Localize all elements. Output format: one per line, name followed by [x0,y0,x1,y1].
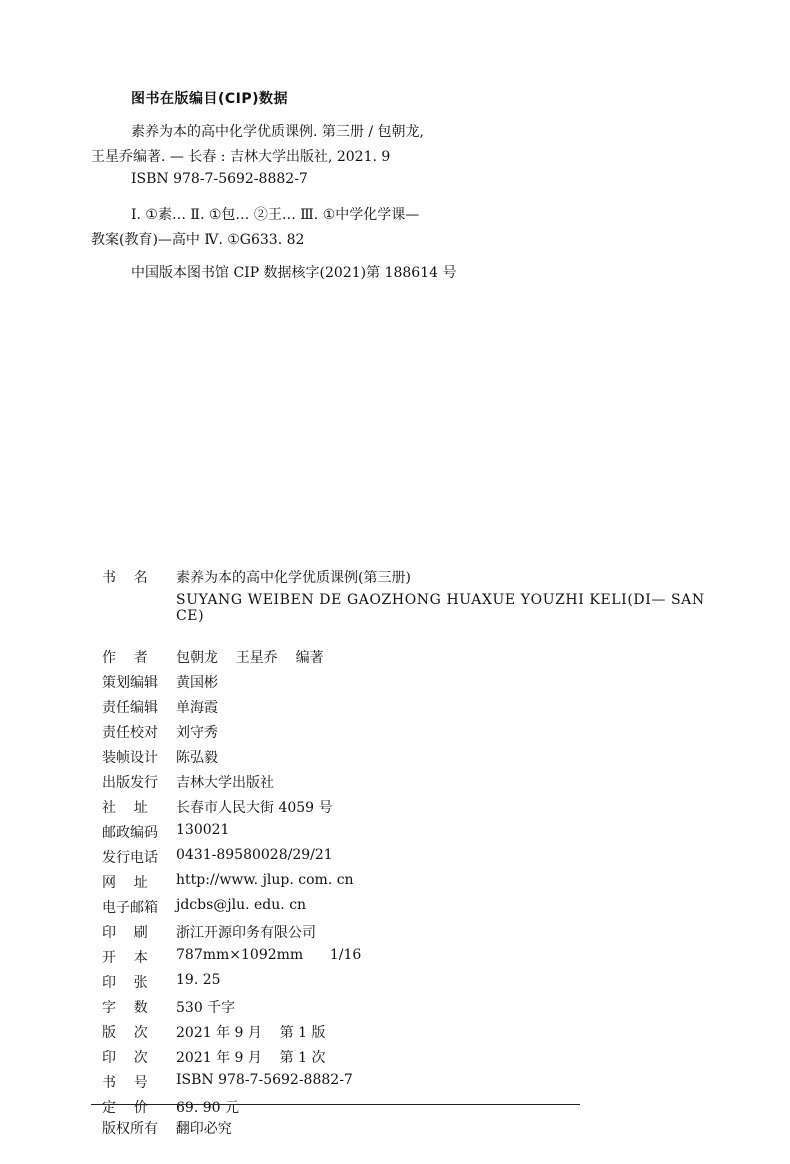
info-value-planning-editor: 黄国彬 [176,675,218,691]
divider-line [91,1104,580,1105]
info-label-address: 社 址 [102,800,148,816]
info-label-phone: 发行电话 [102,850,158,866]
info-value-isbn: ISBN 978-7-5692-8882-7 [176,1072,353,1088]
info-label-price: 定 价 [102,1100,148,1116]
info-value-email: jdcbs@jlu. edu. cn [176,897,307,913]
cip-isbn-line: ISBN 978-7-5692-8882-7 [131,171,308,187]
cip-line-2: 王星乔编著. — 长春 : 吉林大学出版社, 2021. 9 [91,149,391,165]
info-label-publisher: 出版发行 [102,775,158,791]
info-label-planning-editor: 策划编辑 [102,675,158,691]
info-row-printing [91,1047,731,1072]
cip-heading: 图书在版编目(CIP)数据 [131,91,289,107]
info-row-proofreader [91,722,731,747]
info-label-title: 书 名 [102,570,148,586]
info-label-responsible-editor: 责任编辑 [102,700,158,716]
info-row-email [91,897,731,922]
info-value-phone: 0431-89580028/29/21 [176,847,333,863]
info-row-title [91,567,731,592]
info-row-title-en [91,592,731,624]
cip-classification-line-2: 教案(教育)—高中 Ⅳ. ①G633. 82 [91,232,305,248]
cip-line-1: 素养为本的高中化学优质课例. 第三册 / 包朝龙, [131,124,424,140]
info-row-edition [91,1022,731,1047]
info-value-author: 包朝龙 王星乔 编著 [176,650,324,666]
info-value-price: 69. 90 元 [176,1100,239,1116]
info-row-website [91,872,731,897]
info-label-website: 网 址 [102,875,148,891]
info-label-proofreader: 责任校对 [102,725,158,741]
info-value-publisher: 吉林大学出版社 [176,775,274,791]
info-label-sheets: 印 张 [102,975,148,991]
info-label-designer: 装帧设计 [102,750,158,766]
info-row-designer [91,747,731,772]
info-value-edition: 2021 年 9 月 第 1 版 [176,1025,326,1041]
info-value-printer: 浙江开源印务有限公司 [176,925,316,941]
info-row-word-count [91,997,731,1022]
info-label-format: 开 本 [102,950,148,966]
info-value-word-count: 530 千字 [176,1000,236,1016]
cip-classification-line-1: Ⅰ. ①素… Ⅱ. ①包… ②王… Ⅲ. ①中学化学课— [131,207,420,223]
info-row-postcode [91,822,731,847]
copyright-notice: 版权所有 翻印必究 [102,1121,232,1137]
info-value-title: 素养为本的高中化学优质课例(第三册) [176,570,411,586]
info-row-publisher [91,772,731,797]
info-value-title-en: SUYANG WEIBEN DE GAOZHONG HUAXUE YOUZHI KELI(DI— SAN CE) [176,592,705,624]
info-label-isbn: 书 号 [102,1075,148,1091]
info-label-word-count: 字 数 [102,1000,148,1016]
info-row-format [91,947,731,972]
info-value-format: 787mm×1092mm 1/16 [176,947,362,963]
info-value-printing: 2021 年 9 月 第 1 次 [176,1050,326,1066]
info-row-phone [91,847,731,872]
info-value-sheets: 19. 25 [176,972,221,988]
info-row-isbn [91,1072,731,1097]
info-label-postcode: 邮政编码 [102,825,158,841]
info-value-postcode: 130021 [176,822,230,838]
info-value-responsible-editor: 单海霞 [176,700,218,716]
info-value-designer: 陈弘毅 [176,750,218,766]
info-row-planning-editor [91,672,731,697]
info-value-address: 长春市人民大街 4059 号 [176,800,333,816]
info-row-responsible-editor [91,697,731,722]
info-row-address [91,797,731,822]
info-label-email: 电子邮箱 [102,900,158,916]
info-value-proofreader: 刘守秀 [176,725,218,741]
info-row-printer [91,922,731,947]
info-row-sheets [91,972,731,997]
cip-record-number: 中国版本图书馆 CIP 数据核字(2021)第 188614 号 [131,265,457,281]
info-row-author [91,647,731,672]
info-label-printer: 印 刷 [102,925,148,941]
info-label-printing: 印 次 [102,1050,148,1066]
publication-info [91,567,731,1122]
info-value-website: http://www. jlup. com. cn [176,872,354,888]
info-label-author: 作 者 [102,650,148,666]
info-label-edition: 版 次 [102,1025,148,1041]
